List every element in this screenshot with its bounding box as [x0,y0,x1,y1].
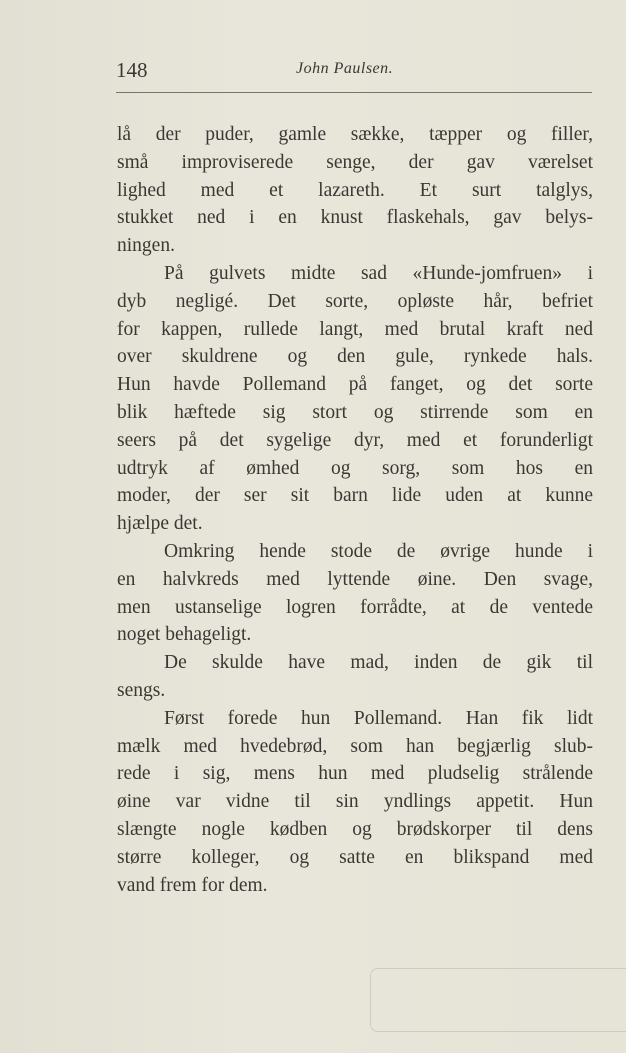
header-rule [116,92,592,93]
running-title: John Paulsen. [296,60,394,77]
text-line: udtryk af ømhed og sorg, som hos en [117,457,593,479]
text-line: rede i sig, mens hun med pludselig strålende [117,763,593,785]
text-line: lå der puder, gamle sække, tæpper og filler, [117,124,593,145]
text-line: for kappen, rullede langt, med brutal kraft ned [117,318,593,340]
text-line: mælk med hvedebrød, som han begjærlig slub- [117,735,593,757]
page-blemish [370,968,626,1032]
text-line: over skuldrene og den gule, rynkede hals. [117,346,593,368]
text-line: øine var vidne til sin yndlings appetit. Hun [117,791,593,813]
text-line: De skulde have mad, inden de gik til [164,652,593,674]
text-line: Hun havde Pollemand på fanget, og det sorte [117,374,593,396]
text-line: men ustanselige logren forrådte, at de ventede [117,596,593,618]
text-line: hjælpe det. [117,513,203,535]
text-line: dyb negligé. Det sorte, opløste hår, befriet [117,290,593,312]
text-line: ningen. [117,235,175,257]
text-line: sengs. [117,679,166,701]
page-number: 148 [116,58,148,82]
text-line: lighed med et lazareth. Et surt talglys, [117,179,593,201]
text-line: større kolleger, og satte en blikspand med [117,846,593,868]
text-line: noget behageligt. [117,624,252,646]
text-line: Først forede hun Pollemand. Han fik lidt [164,707,593,729]
text-line: vand frem for dem. [117,874,268,896]
text-line: På gulvets midte sad «Hunde-jomfruen» i [164,262,593,284]
text-line: små improviserede senge, der gav værelset [117,151,593,173]
text-line: seers på det sygelige dyr, med et forunderligt [117,429,593,451]
text-line: stukket ned i en knust flaskehals, gav belys- [117,207,593,229]
text-line: blik hæftede sig stort og stirrende som en [117,401,593,423]
text-line: en halvkreds med lyttende øine. Den svage, [117,568,593,590]
text-line: Omkring hende stode de øvrige hunde i [164,540,593,562]
text-line: slængte nogle kødben og brødskorper til dens [117,818,593,840]
text-line: moder, der ser sit barn lide uden at kunne [117,485,593,507]
body-text [117,121,593,899]
